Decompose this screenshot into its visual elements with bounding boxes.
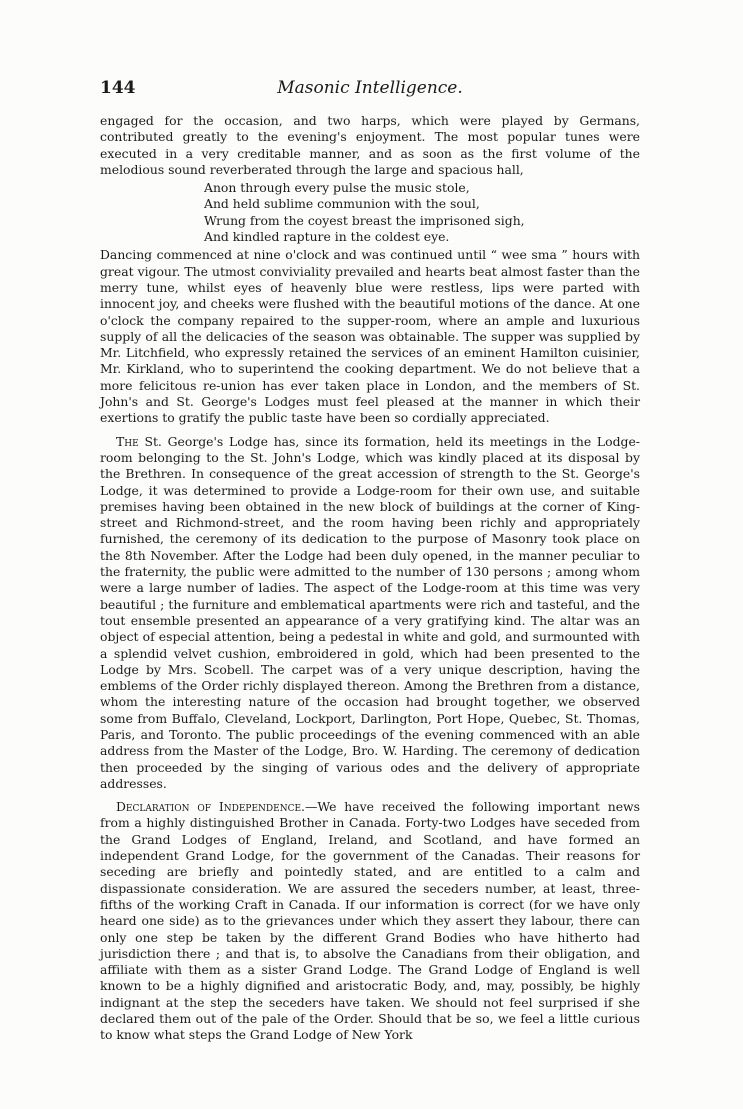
verse-line: Anon through every pulse the music stole, — [204, 180, 470, 196]
page-number: 144 — [100, 78, 136, 98]
section-heading: Declaration of Independence. — [116, 799, 305, 815]
verse-line: Wrung from the coyest breast the imprisoned sigh, — [204, 212, 525, 228]
paragraph-lead-word: The — [116, 433, 139, 449]
paragraph-text: —We have received the following important news from a highly distinguished Brother in Canada. Forty-two Lodges have seceded from the Grand Lodges of England, Ireland, and Scotland, and have formed an independent Grand Lodge, for the government of the Canadas. Their reasons for seceding are briefly and pointedly stated, and are entitled to a calm and dispassionate consideration. We are assured the seceders number, at least, three-fifths of the working Craft in Canada. If our information is correct (for we have only heard one side) as to the grievances under which they assert they labour, there can only one step be taken by the different Grand Bodies who have hitherto had jurisdiction there ; and that is, to absolve the Canadians from their obligation, and affiliate with them as a sister Grand Lodge. The Grand Lodge of England is well known to be a highly dignified and aristocratic Body, and, may, possibly, be highly indignant at the step the seceders have taken. We should not feel surprised if she declared them out of the pale of the Order. Should that be so, we feel a little curious to know what steps the Grand Lodge of New York — [100, 799, 640, 1043]
verse-quotation — [204, 180, 640, 245]
verse-line: And kindled rapture in the coldest eye. — [204, 229, 450, 245]
paragraph-text: St. George's Lodge has, since its formation, held its meetings in the Lodge-room belonging to the St. John's Lodge, which was kindly placed at its disposal by the Brethren. In consequence of the great accession of strength to the St. George's Lodge, it was determined to provide a Lodge-room for their own use, and suitable premises having been obtained in the new block of buildings at the corner of King-street and Richmond-street, and the room having been richly and appropriately furnished, the ceremony of its dedication to the purpose of Masonry took place on the 8th November. After the Lodge had been duly opened, in the manner peculiar to the fraternity, the public were admitted to the number of 130 persons ; among whom were a large number of ladies. The aspect of the Lodge-room at this time was very beautiful ; the furniture and emblematical apartments were rich and tasteful, and the tout ensemble presented an appearance of a very gratifying kind. The altar was an object of especial attention, being a pedestal in white and gold, and surmounted with a splendid velvet cushion, embroidered in gold, which had been presented to the Lodge by Mrs. Scobell. The carpet was of a very unique description, having the emblems of the Order richly displayed thereon. Among the Brethren from a distance, whom the interesting nature of the occasion had brought together, we observed some from Buffalo, Cleveland, Lockport, Darlington, Port Hope, Quebec, St. Thomas, Paris, and Toronto. The public proceedings of the evening commenced with an able address from the Master of the Lodge, Bro. W. Harding. The ceremony of dedication then proceeded by the singing of various odes and the delivery of appropriate addresses. — [100, 433, 640, 791]
paragraph-orchestra: engaged for the occasion, and two harps, which were played by Germans, contributed greatly to the evening's enjoyment. The most popular tunes were executed in a very creditable manner, and as soon as the first volume of the melodious sound reverberated through the large and spacious hall, — [100, 113, 640, 177]
paragraph-st-georges-lodge — [100, 434, 640, 793]
verse-line: And held sublime communion with the soul, — [204, 196, 480, 212]
page-header — [100, 78, 640, 102]
paragraph-declaration — [100, 799, 640, 1043]
running-head: Masonic Intelligence. — [277, 78, 463, 98]
paragraph-dancing: Dancing commenced at nine o'clock and was continued until “ wee sma ” hours with great vigour. The utmost conviviality prevailed and hearts beat almost faster than the merry tune, whilst eyes of heavenly blue were restless, lips were parted with innocent joy, and cheeks were flushed with the beautiful motions of the dance. At one o'clock the company repaired to the supper-room, where an ample and luxurious supply of all the delicacies of the season was obtainable. The supper was supplied by Mr. Litchfield, who expressly retained the services of an eminent Hamilton cuisinier, Mr. Kirkland, who to superintend the cooking department. We do not believe that a more felicitous re-union has ever taken place in London, and the members of St. John's and St. George's Lodges must feel pleased at the manner in which their exertions to gratify the public taste have been so cordially appreciated. — [100, 247, 640, 426]
article-body — [100, 113, 640, 1044]
